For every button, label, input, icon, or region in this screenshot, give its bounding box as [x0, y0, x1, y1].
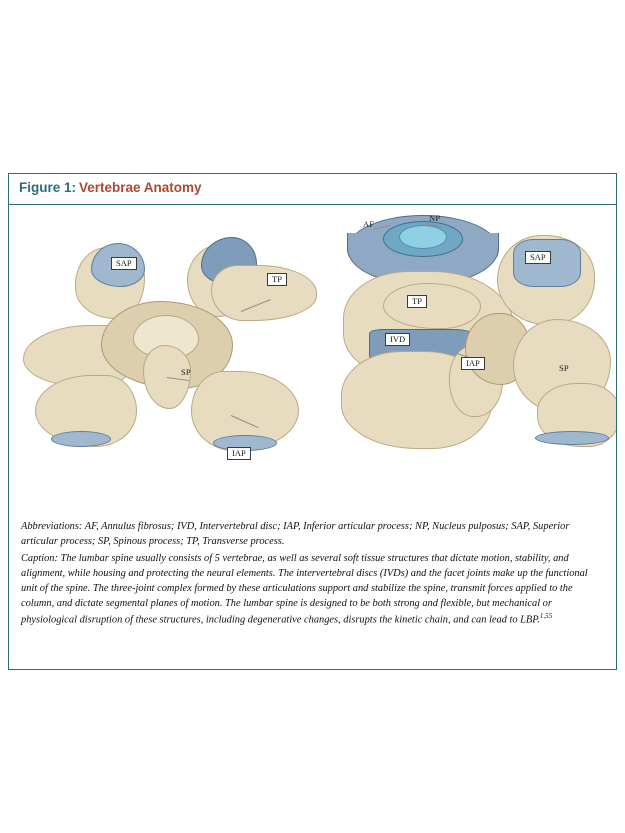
label-sap-left: SAP — [111, 257, 137, 270]
label-sap-right: SAP — [525, 251, 551, 264]
caption-block — [21, 519, 604, 628]
label-np-right: NP — [429, 213, 441, 223]
caption-lead: Caption: — [21, 553, 58, 565]
vertebra-superior-view — [15, 205, 333, 515]
label-iap-right: IAP — [461, 357, 485, 370]
vertebra-lateral-view — [337, 205, 616, 515]
figure-title: Vertebrae Anatomy — [79, 180, 202, 195]
label-ivd-right: IVD — [385, 333, 410, 346]
transverse-process-right-bone — [211, 265, 317, 321]
spinous-process-edge-cartilage — [535, 431, 609, 445]
label-tp-right: TP — [407, 295, 427, 308]
figure-illustration — [9, 205, 616, 515]
transverse-process-right-view-bone — [383, 283, 481, 329]
label-sp-left: SP — [181, 367, 191, 377]
abbreviations-text: Abbreviations: AF, Annulus fibrosus; IVD, Intervertebral disc; IAP, Inferior articular process; NP, Nucleus pulposus; SAP, Superior articular process; SP, Spinous process; TP, Transverse process. — [21, 521, 570, 548]
label-sp-right: SP — [559, 363, 569, 373]
iap-left-facet-cartilage — [51, 431, 111, 447]
nucleus-pulposus-core — [399, 225, 447, 249]
figure-number: Figure 1: — [19, 180, 77, 195]
caption-citation: 1,55 — [539, 612, 553, 621]
caption-body: The lumbar spine usually consists of 5 vertebrae, as well as several soft tissue structures that dictate motion, stability, and alignment, while housing and protecting the neural elements. The intervertebral discs (IVDs) and the facet joints make up the functional unit of the spine. The three-joint complex formed by these articulations support and stabilize the spine, transmit forces applied to the column, and dictate segmental planes of motion. The lumbar spine is designed to be both strong and flexible, but mechanical or physiological disruption of these structures, including degenerative changes, disrupts the kinetic chain, and can lead to LBP. — [21, 553, 588, 626]
label-tp-left: TP — [267, 273, 287, 286]
figure-header — [9, 174, 616, 205]
caption-text — [21, 551, 604, 628]
label-iap-left: IAP — [227, 447, 251, 460]
figure-container — [8, 173, 617, 670]
label-af-right: AF — [363, 219, 375, 229]
